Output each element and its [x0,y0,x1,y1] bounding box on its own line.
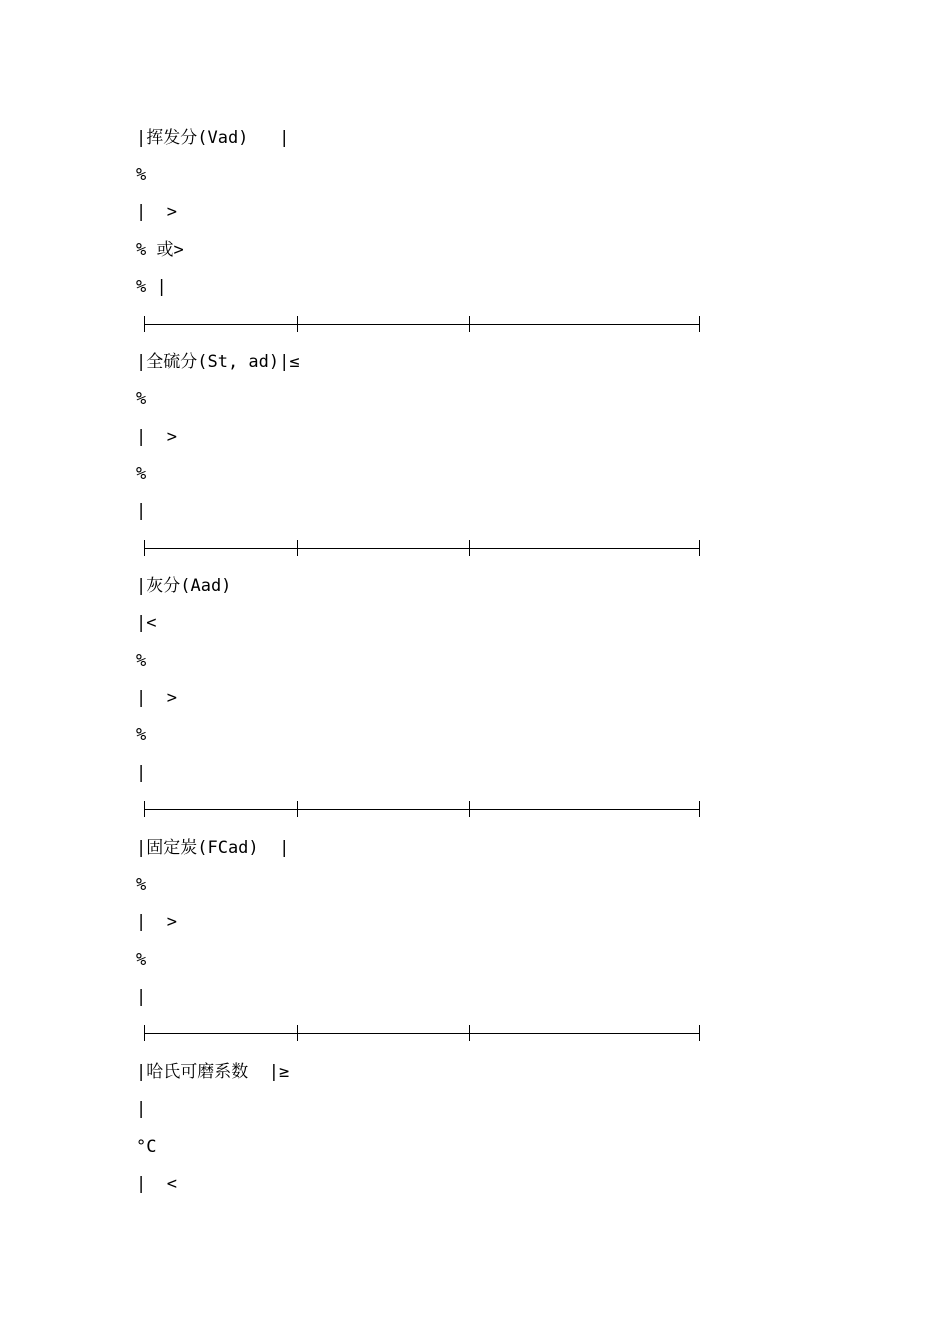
table-rule [144,1025,700,1041]
table-rule [144,316,700,332]
text-line: % [136,725,147,745]
text-line: | [136,501,147,521]
row-label-ash: |灰分(Aad) [136,576,232,596]
row-label-fixed-carbon: |固定炭(FCad) | [136,838,290,858]
text-line: °C [136,1137,157,1157]
text-line: | > [136,688,177,708]
text-line: % [136,651,147,671]
text-line: | [136,1099,147,1119]
text-line: % 或> [136,240,184,260]
text-line: % [136,389,147,409]
text-line: | [136,987,147,1007]
text-line: | < [136,1174,177,1194]
text-line: | > [136,202,177,222]
text-line: % [136,875,147,895]
table-rule [144,801,700,817]
text-line: % [136,464,147,484]
text-line: | > [136,427,177,447]
text-line: % [136,165,147,185]
text-line: % | [136,277,167,297]
row-label-hardgrove: |哈氏可磨系数 |≥ [136,1062,290,1082]
row-label-sulfur: |全硫分(St, ad)|≤ [136,352,300,372]
text-line: % [136,950,147,970]
row-label-volatile: |挥发分(Vad) | [136,128,290,148]
text-line: | > [136,912,177,932]
text-line: | [136,763,147,783]
text-line: |< [136,613,157,633]
table-rule [144,540,700,556]
